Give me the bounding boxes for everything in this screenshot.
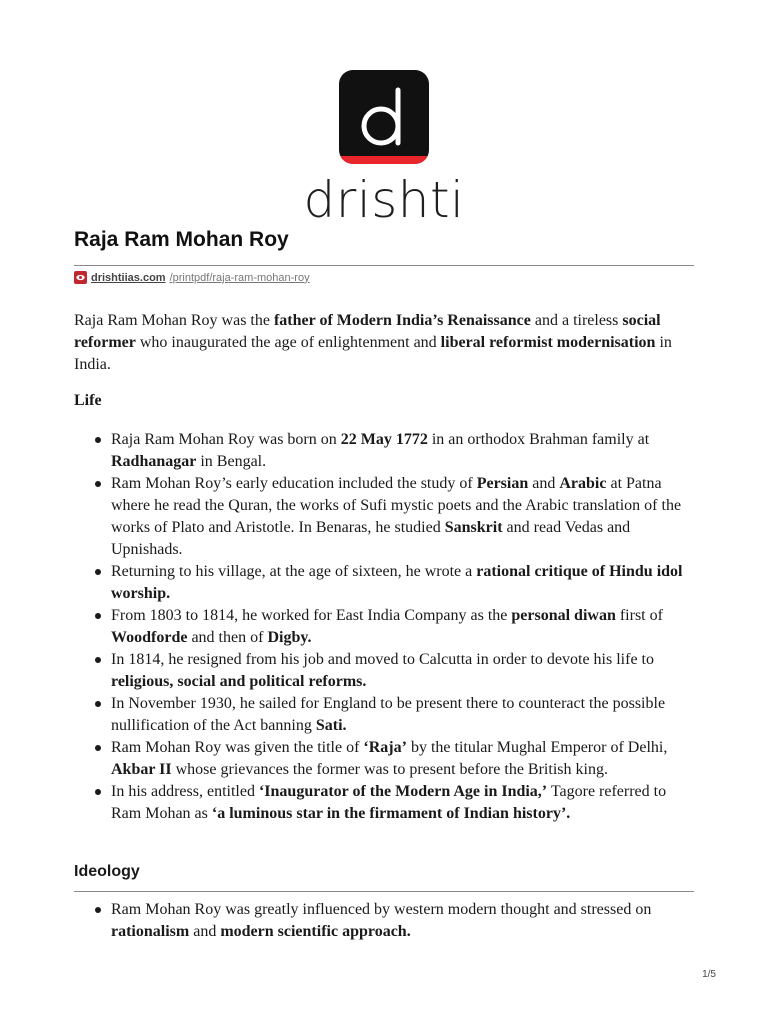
item-bold: rationalism bbox=[111, 923, 190, 940]
item-bold: ‘Raja’ bbox=[363, 739, 407, 756]
item-bold: ‘a luminous star in the firmament of Indian history’. bbox=[211, 805, 571, 822]
item-text: by the titular Mughal Emperor of Delhi, bbox=[406, 739, 668, 756]
item-text: in an orthodox Brahman family at bbox=[427, 431, 650, 448]
source-link[interactable] bbox=[74, 271, 310, 284]
list-item bbox=[74, 561, 699, 605]
brand-wordmark: drishti bbox=[303, 171, 465, 229]
list-item bbox=[74, 605, 699, 649]
item-text: In November 1930, he sailed for England to be present there to counteract the possible nullification of the Act banning bbox=[111, 695, 666, 734]
intro-bold: social reformer bbox=[74, 312, 661, 351]
item-text: Raja Ram Mohan Roy was born on bbox=[111, 431, 341, 448]
item-bold: Woodforde bbox=[111, 629, 188, 646]
item-text: Ram Mohan Roy’s early education included the study of bbox=[111, 475, 477, 492]
drishti-logo-icon bbox=[339, 70, 429, 164]
list-item bbox=[74, 473, 699, 561]
item-text: From 1803 to 1814, he worked for East India Company as the bbox=[111, 607, 512, 624]
title-divider bbox=[74, 265, 694, 266]
intro-text: and a tireless bbox=[530, 312, 623, 329]
source-path[interactable]: /printpdf/raja-ram-mohan-roy bbox=[169, 271, 310, 284]
item-bold: Arabic bbox=[559, 475, 607, 492]
item-text: In his address, entitled bbox=[111, 783, 259, 800]
item-bold: Akbar II bbox=[111, 761, 172, 778]
item-text: and read Vedas and Upnishads. bbox=[111, 519, 631, 558]
item-text: and then of bbox=[187, 629, 268, 646]
item-text: Returning to his village, at the age of sixteen, he wrote a bbox=[111, 563, 477, 580]
item-bold: 22 May 1772 bbox=[340, 431, 428, 448]
list-item bbox=[74, 737, 699, 781]
list-item bbox=[74, 649, 699, 693]
list-item bbox=[74, 429, 699, 473]
item-text: and bbox=[528, 475, 560, 492]
item-bold: Persian bbox=[476, 475, 529, 492]
item-text: In 1814, he resigned from his job and moved to Calcutta in order to devote his life to bbox=[111, 651, 654, 668]
page-number: 1/5 bbox=[702, 969, 716, 980]
item-text: Tagore referred to Ram Mohan as bbox=[111, 783, 667, 822]
ideology-divider bbox=[74, 891, 694, 892]
intro-section bbox=[74, 310, 699, 376]
intro-bold: liberal reformist modernisation bbox=[440, 334, 656, 351]
life-heading: Life bbox=[74, 392, 102, 409]
intro-bold: father of Modern India’s Renaissance bbox=[273, 312, 531, 329]
source-domain[interactable]: drishtiias.com bbox=[91, 271, 166, 284]
intro-text: in India. bbox=[74, 334, 672, 373]
intro-paragraph bbox=[74, 310, 699, 376]
ideology-heading: Ideology bbox=[74, 863, 140, 880]
item-text: and bbox=[189, 923, 221, 940]
list-item bbox=[74, 693, 699, 737]
item-bold: Digby. bbox=[267, 629, 312, 646]
item-text: whose grievances the former was to present before the British king. bbox=[171, 761, 608, 778]
brand-logo bbox=[0, 70, 768, 227]
item-bold: Sanskrit bbox=[444, 519, 503, 536]
intro-text: who inaugurated the age of enlightenment and bbox=[135, 334, 441, 351]
list-item bbox=[74, 899, 699, 943]
logo-red-bar bbox=[339, 156, 429, 164]
life-list bbox=[74, 429, 699, 825]
item-bold: religious, social and political reforms. bbox=[111, 673, 367, 690]
item-bold: modern scientific approach. bbox=[220, 923, 411, 940]
item-bold: rational critique of Hindu idol worship. bbox=[111, 563, 683, 602]
item-text: Ram Mohan Roy was given the title of bbox=[111, 739, 364, 756]
item-text: first of bbox=[615, 607, 663, 624]
ideology-list bbox=[74, 899, 699, 943]
item-text: in Bengal. bbox=[196, 453, 267, 470]
page-title: Raja Ram Mohan Roy bbox=[74, 228, 289, 251]
item-bold: personal diwan bbox=[511, 607, 616, 624]
item-bold: ‘Inaugurator of the Modern Age in India,’ bbox=[258, 783, 548, 800]
site-favicon-icon bbox=[74, 271, 87, 284]
item-text: at Patna where he read the Quran, the works of Sufi mystic poets and the Arabic translation of the works of Plato and Aristotle. In Benaras, he studied bbox=[111, 475, 682, 536]
item-text: Ram Mohan Roy was greatly influenced by western modern thought and stressed on bbox=[111, 901, 652, 918]
list-item bbox=[74, 781, 699, 825]
item-bold: Sati. bbox=[315, 717, 347, 734]
item-bold: Radhanagar bbox=[111, 453, 197, 470]
intro-text: Raja Ram Mohan Roy was the bbox=[74, 312, 274, 329]
